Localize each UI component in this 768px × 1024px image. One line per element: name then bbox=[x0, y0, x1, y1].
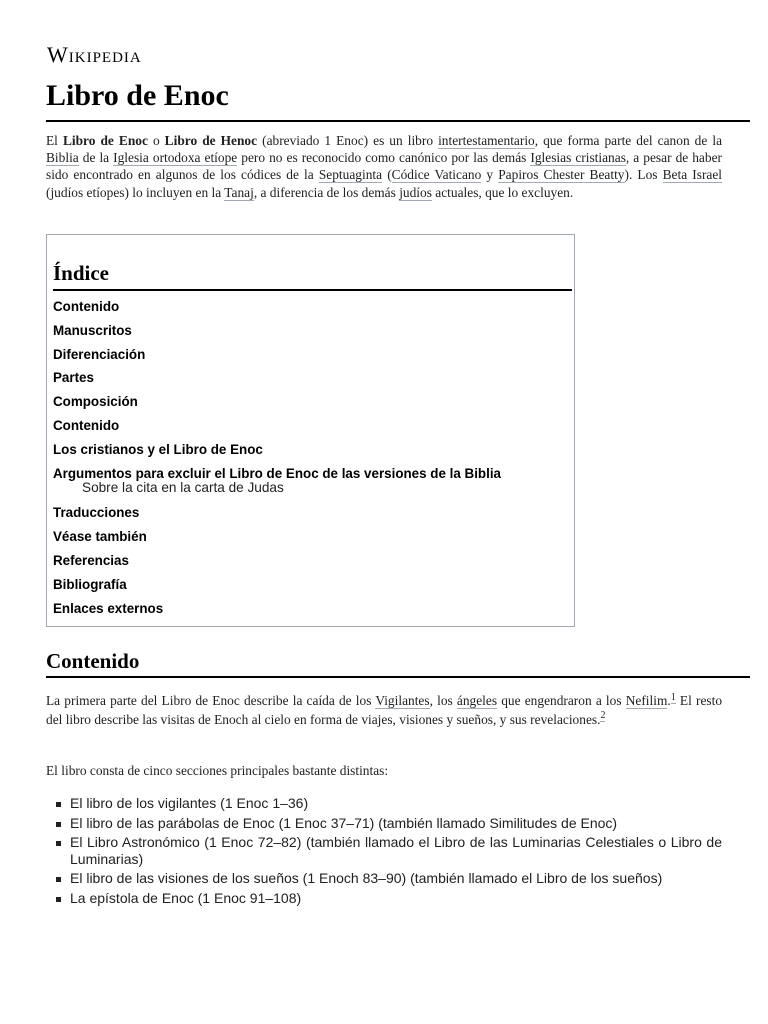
text-run: , a diferencia de los demás bbox=[253, 184, 400, 200]
article-link[interactable]: Septuaginta bbox=[318, 167, 383, 183]
toc-item[interactable]: Véase también bbox=[53, 529, 147, 545]
bullet-icon bbox=[56, 877, 61, 882]
list-item bbox=[52, 795, 722, 812]
toc-item[interactable]: Enlaces externos bbox=[53, 600, 164, 616]
sections-list bbox=[52, 795, 722, 910]
article-link[interactable]: Tanaj bbox=[224, 184, 254, 200]
list-item bbox=[52, 890, 722, 907]
toc-list bbox=[53, 295, 501, 620]
toc-item[interactable]: Bibliografía bbox=[53, 576, 127, 592]
toc-item[interactable]: Diferenciación bbox=[53, 346, 146, 362]
article-link[interactable]: Vigilantes bbox=[375, 693, 430, 708]
text-run: o bbox=[147, 133, 165, 148]
bullet-icon bbox=[56, 802, 61, 807]
text-run: , los bbox=[429, 693, 457, 708]
bold-term: Libro de Enoc bbox=[62, 133, 148, 148]
toc-item[interactable]: Referencias bbox=[53, 552, 129, 568]
text-run: . bbox=[667, 693, 671, 708]
page-title: Libro de Enoc bbox=[46, 78, 750, 122]
table-of-contents bbox=[46, 234, 575, 627]
text-run: de la bbox=[78, 150, 114, 166]
text-run: pero no es reconocido como canónico por las demás bbox=[237, 150, 531, 166]
text-run: El resto del libro describe las visitas de Enoch al cielo en forma de viajes, visiones y sueños, y sus revelaciones. bbox=[46, 693, 723, 727]
toc-item[interactable]: Traducciones bbox=[53, 505, 140, 521]
list-item-text: El libro de las parábolas de Enoc (1 Enoc 37–71) (también llamado Similitudes de Enoc) bbox=[70, 814, 618, 831]
article-link[interactable]: Papiros Chester Beatty bbox=[498, 167, 625, 183]
toc-item[interactable]: Partes bbox=[53, 370, 94, 386]
text-run: y bbox=[481, 167, 499, 183]
toc-item[interactable]: Argumentos para excluir el Libro de Enoc de las versiones de la Biblia bbox=[53, 465, 501, 481]
list-item-text: El libro de los vigilantes (1 Enoc 1–36) bbox=[70, 795, 309, 811]
article-link[interactable]: intertestamentario bbox=[438, 133, 535, 148]
article-link[interactable]: judíos bbox=[399, 184, 432, 200]
bullet-icon bbox=[56, 822, 61, 827]
article-link[interactable]: Iglesias cristianas bbox=[530, 150, 626, 166]
toc-item[interactable]: Manuscritos bbox=[53, 322, 132, 338]
article-link[interactable]: ángeles bbox=[456, 693, 498, 708]
toc-item[interactable]: Composición bbox=[53, 394, 138, 410]
list-item bbox=[52, 834, 722, 867]
text-run: La primera parte del Libro de Enoc describe la caída de los bbox=[46, 693, 376, 708]
bold-term: Libro de Henoc bbox=[164, 133, 258, 148]
text-run: ). Los bbox=[624, 167, 663, 183]
list-item-text: El libro de las visiones de los sueños (1 Enoch 83–90) (también llamado el Libro de los sueños) bbox=[70, 870, 663, 887]
text-run: ( bbox=[382, 167, 392, 183]
text-run: , a pesar de haber sido encontrado en algunos de los códices de la bbox=[46, 150, 722, 183]
article-link[interactable]: Iglesia ortodoxa etíope bbox=[113, 150, 238, 166]
text-run: (abreviado 1 Enoc) es un libro bbox=[257, 133, 439, 148]
article-link[interactable]: Beta Israel bbox=[662, 167, 723, 183]
text-run: (judíos etíopes) lo incluyen en la bbox=[46, 184, 225, 200]
toc-title: Índice bbox=[53, 259, 572, 291]
wikipedia-logo[interactable]: Wikipedia bbox=[47, 42, 142, 67]
text-run: actuales, que lo excluyen. bbox=[431, 184, 574, 200]
text-run: , que forma parte del canon de la bbox=[534, 133, 723, 148]
article-link[interactable]: Biblia bbox=[46, 150, 79, 166]
reference-link[interactable]: 1 bbox=[670, 691, 676, 703]
article-link[interactable]: Nefilim bbox=[625, 693, 668, 708]
section-heading-contenido: Contenido bbox=[46, 648, 750, 678]
bullet-icon bbox=[56, 897, 61, 902]
toc-subitem[interactable]: Sobre la cita en la carta de Judas bbox=[82, 480, 284, 496]
list-item bbox=[52, 870, 722, 887]
text-run: El bbox=[46, 133, 63, 148]
section-paragraph-2: El libro consta de cinco secciones principales bastante distintas: bbox=[46, 763, 389, 778]
list-item-text: La epístola de Enoc (1 Enoc 91–108) bbox=[70, 889, 302, 906]
list-item bbox=[52, 815, 722, 832]
article-link[interactable]: Códice Vaticano bbox=[391, 167, 482, 183]
toc-item[interactable]: Los cristianos y el Libro de Enoc bbox=[53, 441, 263, 457]
toc-item[interactable]: Contenido bbox=[53, 299, 120, 314]
text-run: que engendraron a los bbox=[497, 693, 626, 708]
list-item-text: El Libro Astronómico (1 Enoc 72–82) (también llamado el Libro de las Luminarias Celestiales o Libro de Luminarias) bbox=[70, 834, 722, 867]
intro-paragraph bbox=[46, 132, 722, 201]
bullet-icon bbox=[56, 841, 61, 846]
toc-item[interactable]: Contenido bbox=[53, 417, 120, 433]
reference-link[interactable]: 2 bbox=[600, 710, 606, 722]
section-paragraph-1 bbox=[46, 692, 722, 729]
